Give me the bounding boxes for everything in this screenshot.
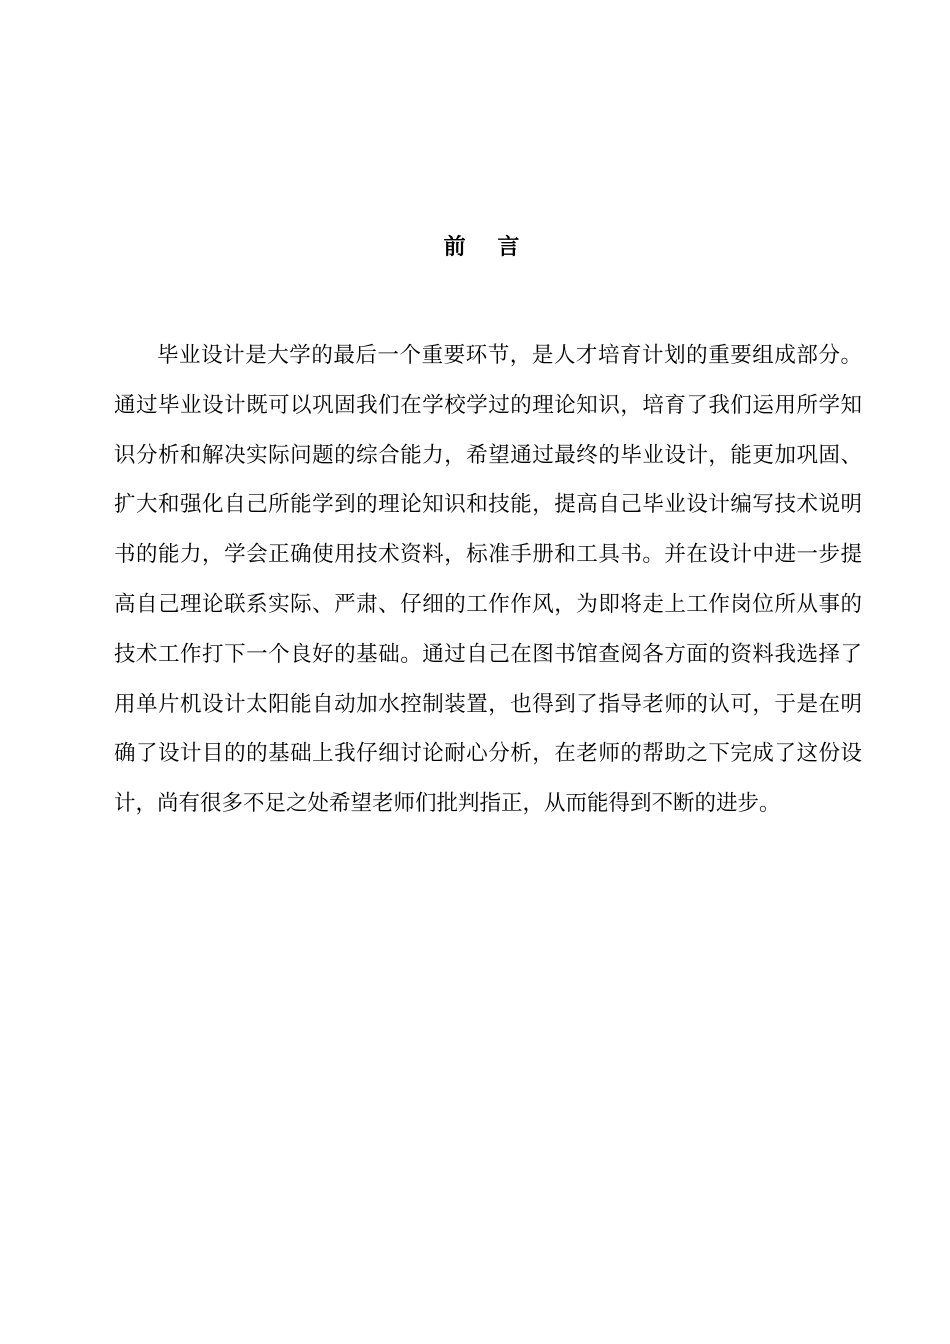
body-paragraph: 毕业设计是大学的最后一个重要环节，是人才培育计划的重要组成部分。通过毕业设计既可以巩固我们在学校学过的理论知识，培育了我们运用所学知识分析和解决实际问题的综合能力，希望通过最终的毕业设计，能更加巩固、扩大和强化自己所能学到的理论知识和技能，提高自己毕业设计编写技术说明书的能力，学会正确使用技术资料，标准手册和工具书。并在设计中进一步提高自己理论联系实际、严肃、仔细的工作作风，为即将走上工作岗位所从事的技术工作打下一个良好的基础。通过自己在图书馆查阅各方面的资料我选择了用单片机设计太阳能自动加水控制装置，也得到了指导老师的认可，于是在明确了设计目的的基础上我仔细讨论耐心分析，在老师的帮助之下完成了这份设计，尚有很多不足之处希望老师们批判指正，从而能得到不断的进步。	[114, 343, 862, 817]
page-title: 前 言	[443, 235, 532, 260]
